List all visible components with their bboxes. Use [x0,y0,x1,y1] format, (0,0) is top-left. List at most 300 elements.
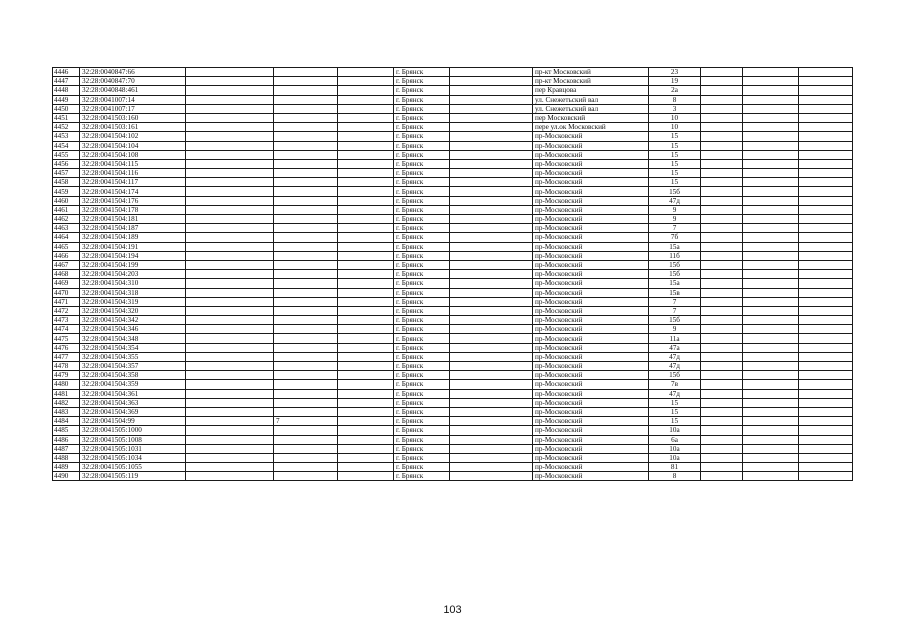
city-cell: г. Брянск [394,270,450,279]
column-10-cell [701,435,743,444]
street-cell: пр-Московский [533,187,649,196]
column-3-cell [186,132,274,141]
column-3-cell [186,288,274,297]
cadastral-number-cell: 32:28:0041504:191 [80,242,186,251]
street-cell: пр-Московский [533,435,649,444]
column-4-cell [274,380,338,389]
column-12-cell [799,205,853,214]
city-cell: г. Брянск [394,444,450,453]
table-row [53,215,853,224]
column-11-cell [743,242,799,251]
table-row [53,251,853,260]
table-row [53,352,853,361]
column-4-cell [274,325,338,334]
column-4-cell [274,224,338,233]
column-4-cell [274,463,338,472]
column-4-cell [274,251,338,260]
column-12-cell [799,123,853,132]
cadastral-number-cell: 32:28:0041505:1008 [80,435,186,444]
house-number-cell: 15 [649,159,701,168]
table-row [53,279,853,288]
column-11-cell [743,306,799,315]
street-cell: пр-Московский [533,132,649,141]
column-12-cell [799,141,853,150]
column-7-cell [450,123,533,132]
column-10-cell [701,178,743,187]
row-number-cell: 4452 [53,123,80,132]
column-11-cell [743,86,799,95]
column-3-cell [186,123,274,132]
column-11-cell [743,398,799,407]
column-5-cell [338,104,394,113]
column-12-cell [799,196,853,205]
column-12-cell [799,472,853,481]
column-5-cell [338,371,394,380]
cadastral-number-cell: 32:28:0041504:102 [80,132,186,141]
column-11-cell [743,362,799,371]
row-number-cell: 4477 [53,352,80,361]
column-10-cell [701,260,743,269]
city-cell: г. Брянск [394,113,450,122]
cadastral-number-cell: 32:28:0041504:361 [80,389,186,398]
house-number-cell: 11а [649,334,701,343]
city-cell: г. Брянск [394,453,450,462]
city-cell: г. Брянск [394,215,450,224]
column-11-cell [743,270,799,279]
table-row [53,95,853,104]
cadastral-number-cell: 32:28:0041504:181 [80,215,186,224]
column-5-cell [338,215,394,224]
column-11-cell [743,297,799,306]
row-number-cell: 4457 [53,169,80,178]
column-3-cell [186,407,274,416]
column-3-cell [186,426,274,435]
column-10-cell [701,233,743,242]
column-7-cell [450,233,533,242]
column-7-cell [450,435,533,444]
row-number-cell: 4486 [53,435,80,444]
column-10-cell [701,380,743,389]
city-cell: г. Брянск [394,86,450,95]
column-4-cell [274,132,338,141]
street-cell: пр-Московский [533,196,649,205]
column-5-cell [338,132,394,141]
street-cell: пр-Московский [533,169,649,178]
column-11-cell [743,68,799,77]
cadastral-number-cell: 32:28:0041504:318 [80,288,186,297]
column-10-cell [701,316,743,325]
street-cell: пр-Московский [533,398,649,407]
city-cell: г. Брянск [394,95,450,104]
column-12-cell [799,95,853,104]
cadastral-number-cell: 32:28:0041504:199 [80,260,186,269]
column-10-cell [701,472,743,481]
column-3-cell [186,242,274,251]
table-body [53,68,853,481]
table-row [53,334,853,343]
cadastral-number-cell: 32:28:0041505:1031 [80,444,186,453]
column-10-cell [701,205,743,214]
cadastral-number-cell: 32:28:0041503:160 [80,113,186,122]
column-12-cell [799,77,853,86]
street-cell: пр-Московский [533,205,649,214]
cadastral-number-cell: 32:28:0041505:1055 [80,463,186,472]
column-10-cell [701,352,743,361]
column-5-cell [338,159,394,168]
table-row [53,132,853,141]
table-row [53,123,853,132]
city-cell: г. Брянск [394,233,450,242]
city-cell: г. Брянск [394,205,450,214]
cadastral-number-cell: 32:28:0041504:178 [80,205,186,214]
column-5-cell [338,316,394,325]
column-10-cell [701,279,743,288]
column-3-cell [186,205,274,214]
column-5-cell [338,196,394,205]
table-row [53,196,853,205]
column-3-cell [186,224,274,233]
row-number-cell: 4470 [53,288,80,297]
column-10-cell [701,389,743,398]
column-12-cell [799,297,853,306]
column-3-cell [186,279,274,288]
city-cell: г. Брянск [394,150,450,159]
cadastral-number-cell: 32:28:0040847:66 [80,68,186,77]
city-cell: г. Брянск [394,260,450,269]
cadastral-number-cell: 32:28:0041504:174 [80,187,186,196]
column-12-cell [799,325,853,334]
street-cell: пр-Московский [533,316,649,325]
column-5-cell [338,417,394,426]
city-cell: г. Брянск [394,380,450,389]
column-4-cell [274,352,338,361]
column-12-cell [799,316,853,325]
column-11-cell [743,187,799,196]
cadastral-number-cell: 32:28:0041504:310 [80,279,186,288]
city-cell: г. Брянск [394,297,450,306]
row-number-cell: 4474 [53,325,80,334]
column-7-cell [450,306,533,315]
house-number-cell: 8 [649,472,701,481]
column-10-cell [701,453,743,462]
column-11-cell [743,251,799,260]
street-cell: пр-Московский [533,306,649,315]
row-number-cell: 4447 [53,77,80,86]
table-row [53,178,853,187]
house-number-cell: 47д [649,362,701,371]
row-number-cell: 4469 [53,279,80,288]
column-12-cell [799,343,853,352]
house-number-cell: 15 [649,141,701,150]
street-cell: пр-Московский [533,352,649,361]
column-7-cell [450,407,533,416]
column-3-cell [186,380,274,389]
house-number-cell: 15в [649,288,701,297]
city-cell: г. Брянск [394,279,450,288]
table-row [53,86,853,95]
city-cell: г. Брянск [394,472,450,481]
column-5-cell [338,279,394,288]
city-cell: г. Брянск [394,343,450,352]
column-11-cell [743,417,799,426]
house-number-cell: 15б [649,187,701,196]
table-row [53,463,853,472]
column-7-cell [450,196,533,205]
house-number-cell: 15б [649,316,701,325]
column-4-cell [274,453,338,462]
column-4-cell [274,398,338,407]
column-7-cell [450,104,533,113]
street-cell: пр-Московский [533,453,649,462]
column-12-cell [799,86,853,95]
column-11-cell [743,279,799,288]
column-10-cell [701,132,743,141]
table-row [53,371,853,380]
column-5-cell [338,453,394,462]
table-row [53,113,853,122]
column-4-cell [274,104,338,113]
column-3-cell [186,150,274,159]
column-11-cell [743,453,799,462]
column-4-cell [274,426,338,435]
column-7-cell [450,270,533,279]
column-4-cell [274,187,338,196]
column-5-cell [338,178,394,187]
column-3-cell [186,417,274,426]
table-row [53,426,853,435]
street-cell: пр-Московский [533,224,649,233]
column-7-cell [450,187,533,196]
column-11-cell [743,95,799,104]
column-5-cell [338,86,394,95]
city-cell: г. Брянск [394,68,450,77]
row-number-cell: 4459 [53,187,80,196]
street-cell: пр-Московский [533,260,649,269]
cadastral-number-cell: 32:28:0041504:369 [80,407,186,416]
column-7-cell [450,463,533,472]
table-row [53,270,853,279]
row-number-cell: 4454 [53,141,80,150]
row-number-cell: 4484 [53,417,80,426]
column-5-cell [338,380,394,389]
column-11-cell [743,169,799,178]
column-7-cell [450,316,533,325]
column-4-cell [274,123,338,132]
street-cell: пр-Московский [533,389,649,398]
cadastral-number-cell: 32:28:0041505:1034 [80,453,186,462]
column-7-cell [450,150,533,159]
table-row [53,104,853,113]
street-cell: пр-Московский [533,251,649,260]
column-3-cell [186,389,274,398]
column-4-cell [274,260,338,269]
cadastral-number-cell: 32:28:0041504:203 [80,270,186,279]
table-row [53,407,853,416]
column-3-cell [186,260,274,269]
column-12-cell [799,407,853,416]
house-number-cell: 9 [649,325,701,334]
column-4-cell [274,242,338,251]
column-11-cell [743,343,799,352]
column-7-cell [450,417,533,426]
column-12-cell [799,150,853,159]
table-row [53,141,853,150]
column-5-cell [338,306,394,315]
column-5-cell [338,251,394,260]
column-4-cell [274,472,338,481]
house-number-cell: 23 [649,68,701,77]
column-11-cell [743,113,799,122]
cadastral-number-cell: 32:28:0041504:354 [80,343,186,352]
house-number-cell: 15 [649,417,701,426]
column-11-cell [743,407,799,416]
column-3-cell [186,141,274,150]
street-cell: пр-Московский [533,417,649,426]
column-4-cell [274,407,338,416]
table-row [53,417,853,426]
column-10-cell [701,150,743,159]
table-row [53,343,853,352]
row-number-cell: 4448 [53,86,80,95]
column-5-cell [338,123,394,132]
column-3-cell [186,352,274,361]
column-7-cell [450,444,533,453]
column-10-cell [701,123,743,132]
column-11-cell [743,371,799,380]
column-3-cell [186,159,274,168]
street-cell: пр-Московский [533,472,649,481]
city-cell: г. Брянск [394,178,450,187]
column-12-cell [799,113,853,122]
column-11-cell [743,352,799,361]
cadastral-number-cell: 32:28:0040848:461 [80,86,186,95]
column-11-cell [743,463,799,472]
column-4-cell [274,178,338,187]
column-10-cell [701,297,743,306]
house-number-cell: 15а [649,279,701,288]
cadastral-number-cell: 32:28:0041504:99 [80,417,186,426]
column-5-cell [338,407,394,416]
column-7-cell [450,251,533,260]
street-cell: пр-Московский [533,463,649,472]
column-12-cell [799,187,853,196]
row-number-cell: 4483 [53,407,80,416]
house-number-cell: 15 [649,178,701,187]
street-cell: пер Московский [533,113,649,122]
row-number-cell: 4472 [53,306,80,315]
column-3-cell [186,316,274,325]
column-3-cell [186,472,274,481]
column-3-cell [186,398,274,407]
column-7-cell [450,398,533,407]
column-7-cell [450,352,533,361]
column-11-cell [743,472,799,481]
cadastral-number-cell: 32:28:0041505:119 [80,472,186,481]
column-12-cell [799,270,853,279]
street-cell: пр-Московский [533,270,649,279]
column-11-cell [743,444,799,453]
street-cell: пр-Московский [533,215,649,224]
row-number-cell: 4451 [53,113,80,122]
column-7-cell [450,159,533,168]
cadastral-number-cell: 32:28:0041504:319 [80,297,186,306]
column-3-cell [186,169,274,178]
column-10-cell [701,371,743,380]
city-cell: г. Брянск [394,435,450,444]
house-number-cell: 10а [649,426,701,435]
column-3-cell [186,463,274,472]
page-number: 103 [443,604,462,616]
street-cell: пр-кт Московский [533,77,649,86]
column-12-cell [799,380,853,389]
column-7-cell [450,113,533,122]
column-12-cell [799,371,853,380]
street-cell: пр-Московский [533,362,649,371]
column-7-cell [450,260,533,269]
column-12-cell [799,398,853,407]
row-number-cell: 4485 [53,426,80,435]
street-cell: пр-Московский [533,407,649,416]
house-number-cell: 47а [649,343,701,352]
row-number-cell: 4463 [53,224,80,233]
cadastral-number-cell: 32:28:0041504:320 [80,306,186,315]
table-row [53,288,853,297]
column-12-cell [799,224,853,233]
cadastral-number-cell: 32:28:0041504:363 [80,398,186,407]
column-3-cell [186,306,274,315]
street-cell: пер Кравцова [533,86,649,95]
column-4-cell [274,113,338,122]
column-3-cell [186,196,274,205]
street-cell: пр-Московский [533,288,649,297]
cadastral-number-cell: 32:28:0041504:194 [80,251,186,260]
column-5-cell [338,463,394,472]
table-row [53,389,853,398]
row-number-cell: 4449 [53,95,80,104]
street-cell: пр-Московский [533,426,649,435]
column-7-cell [450,389,533,398]
column-7-cell [450,325,533,334]
column-10-cell [701,251,743,260]
street-cell: пр-Московский [533,297,649,306]
column-7-cell [450,68,533,77]
city-cell: г. Брянск [394,463,450,472]
column-12-cell [799,68,853,77]
house-number-cell: 10 [649,123,701,132]
column-10-cell [701,325,743,334]
row-number-cell: 4460 [53,196,80,205]
column-5-cell [338,352,394,361]
street-cell: ул. Снежетьский вал [533,104,649,113]
house-number-cell: 10а [649,444,701,453]
column-5-cell [338,242,394,251]
table-row [53,435,853,444]
row-number-cell: 4467 [53,260,80,269]
cadastral-number-cell: 32:28:0041504:359 [80,380,186,389]
row-number-cell: 4464 [53,233,80,242]
column-12-cell [799,178,853,187]
column-7-cell [450,343,533,352]
city-cell: г. Брянск [394,325,450,334]
cadastral-number-cell: 32:28:0041504:342 [80,316,186,325]
column-7-cell [450,77,533,86]
column-11-cell [743,77,799,86]
column-5-cell [338,233,394,242]
cadastral-number-cell: 32:28:0041504:117 [80,178,186,187]
column-3-cell [186,233,274,242]
column-12-cell [799,169,853,178]
column-5-cell [338,325,394,334]
